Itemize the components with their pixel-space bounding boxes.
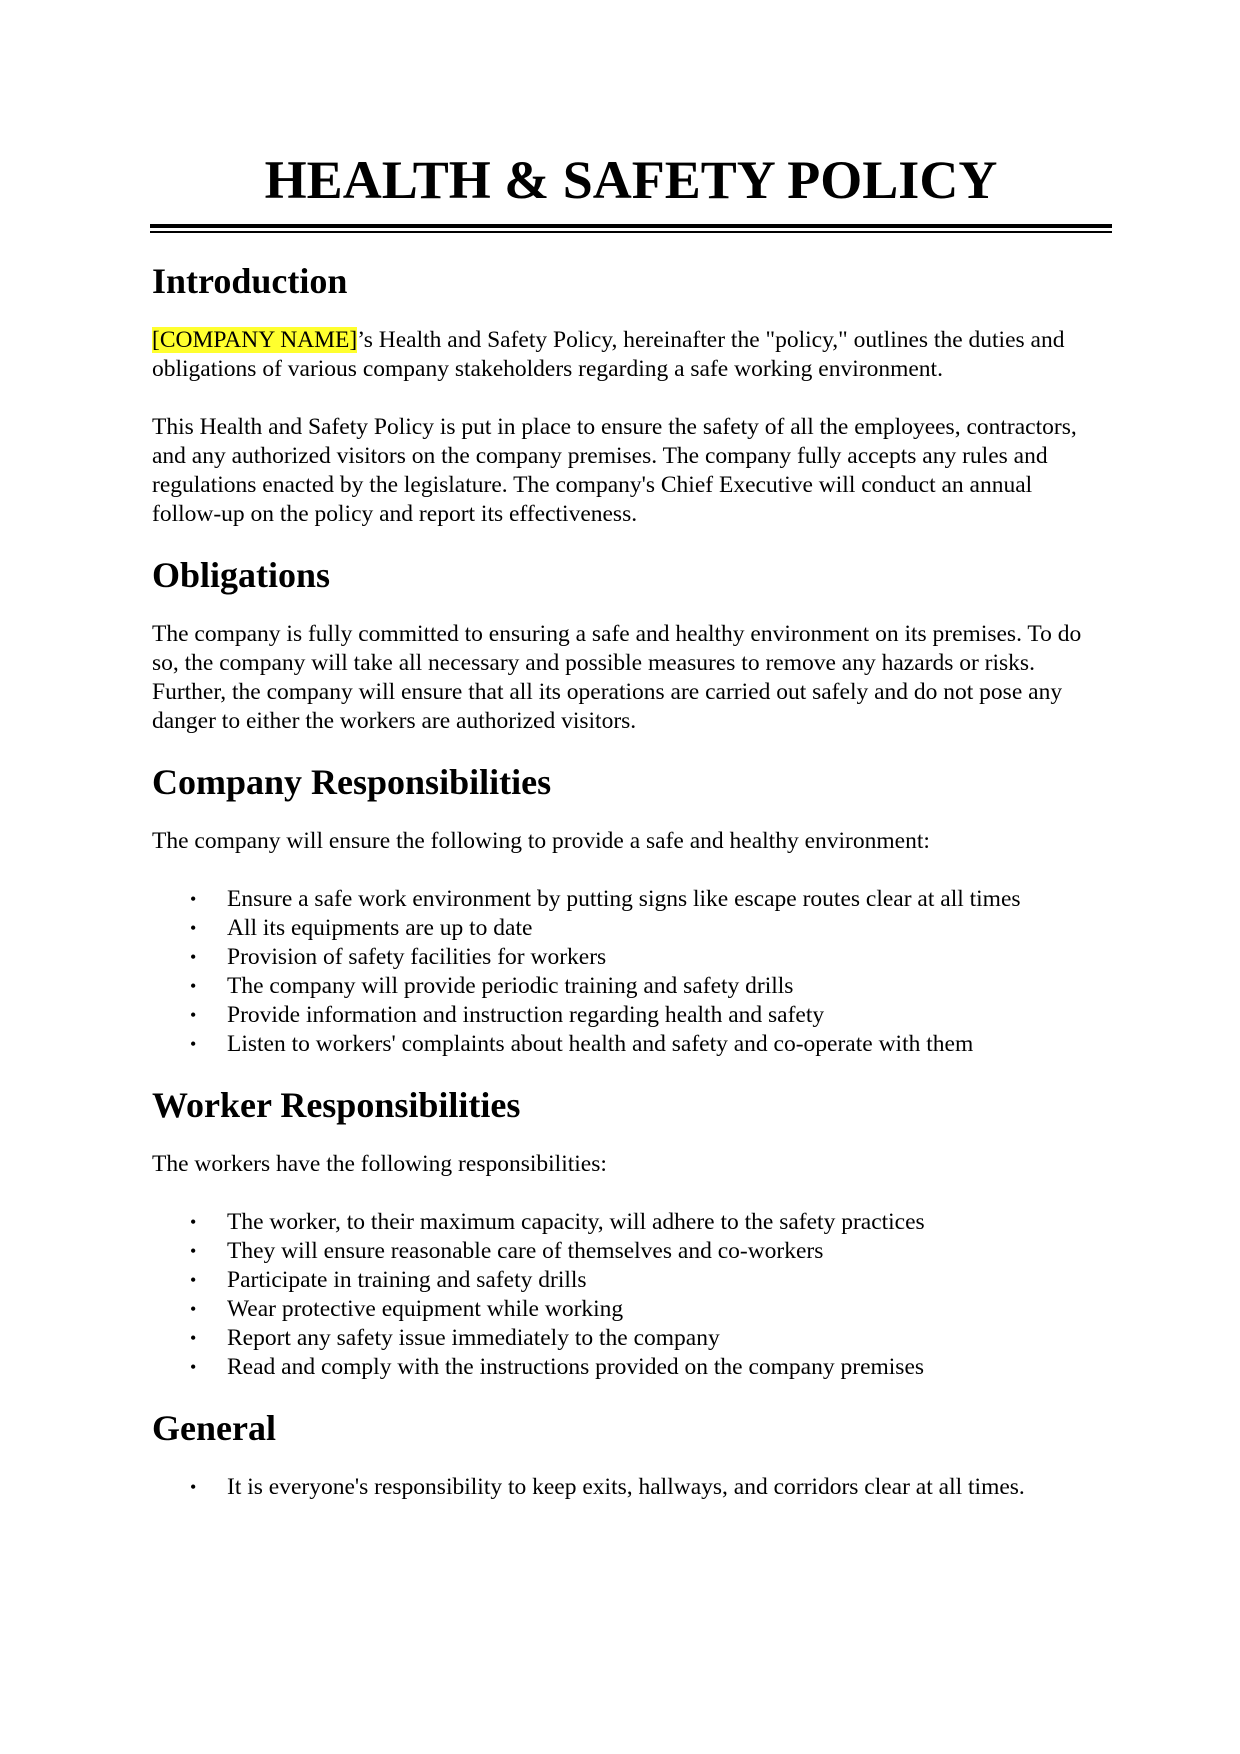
section-heading: Obligations [152,555,331,595]
document-body [152,256,1102,1502]
title-rule-thin [150,231,1112,233]
list-item: • Provide information and instruction regarding health and safety [190,1002,825,1028]
bullet-icon: • [190,1270,197,1290]
bullet-icon: • [190,976,197,996]
bullet-icon: • [190,1034,197,1054]
list-item: • Ensure a safe work environment by putting signs like escape routes clear at all times [190,886,1021,912]
bullet-icon: • [190,947,197,967]
list-item: • The company will provide periodic training and safety drills [190,973,794,999]
section-heading: General [152,1408,276,1448]
bullet-icon: • [190,1005,197,1025]
bullet-icon: • [190,889,197,909]
section-obligations [152,550,1102,736]
list-item: • Wear protective equipment while working [190,1296,624,1322]
document-title: HEALTH & SAFETY POLICY [264,150,998,210]
section-introduction [152,256,1102,529]
bullet-icon: • [190,1328,197,1348]
list-item: • Read and comply with the instructions provided on the company premises [190,1354,925,1380]
list-item: • All its equipments are up to date [190,915,533,941]
intro-paragraph-2: This Health and Safety Policy is put in place to ensure the safety of all the employees, contractors, and any authorized visitors on the company premises. The company fully accepts any rules and regulations enacted by the legislature. The company's Chief Executive will conduct an annual follow-up on the policy and report its effectiveness. [152,414,1077,527]
company-responsibilities-intro: The company will ensure the following to provide a safe and healthy environment: [152,828,930,854]
bullet-icon: • [190,918,197,938]
company-responsibilities-list [152,885,1102,1059]
general-list [152,1473,1102,1502]
title-rule-thick [150,224,1112,228]
section-heading: Company Responsibilities [152,762,552,802]
intro-paragraph-1-text: ’s Health and Safety Policy, hereinafter the "policy," outlines the duties and obligations of various company stakeholders regarding a safe working environment. [152,327,1065,382]
bullet-icon: • [190,1212,197,1232]
section-worker-responsibilities [152,1080,1102,1382]
list-item: • They will ensure reasonable care of themselves and co-workers [190,1238,824,1264]
section-general [152,1403,1102,1502]
company-name-placeholder: [COMPANY NAME] [152,327,358,353]
section-heading: Worker Responsibilities [152,1085,521,1125]
worker-responsibilities-intro: The workers have the following responsibilities: [152,1151,607,1177]
list-item: • Report any safety issue immediately to the company [190,1325,720,1351]
intro-paragraph-1 [152,326,1102,384]
list-item: • The worker, to their maximum capacity, will adhere to the safety practices [190,1209,925,1235]
list-item: • Participate in training and safety drills [190,1267,587,1293]
list-item: • Listen to workers' complaints about health and safety and co-operate with them [190,1031,974,1057]
bullet-icon: • [190,1241,197,1261]
bullet-icon: • [190,1299,197,1319]
bullet-icon: • [190,1477,197,1497]
section-company-responsibilities [152,757,1102,1059]
bullet-icon: • [190,1357,197,1377]
section-heading: Introduction [152,261,348,301]
worker-responsibilities-list [152,1208,1102,1382]
list-item: • It is everyone's responsibility to keep exits, hallways, and corridors clear at all times. [190,1474,1025,1500]
obligations-paragraph: The company is fully committed to ensuring a safe and healthy environment on its premises. To do so, the company will take all necessary and possible measures to remove any hazards or risks. Further, the company will ensure that all its operations are carried out safely and do not pose any danger to either the workers are authorized visitors. [152,621,1082,734]
list-item: • Provision of safety facilities for workers [190,944,607,970]
